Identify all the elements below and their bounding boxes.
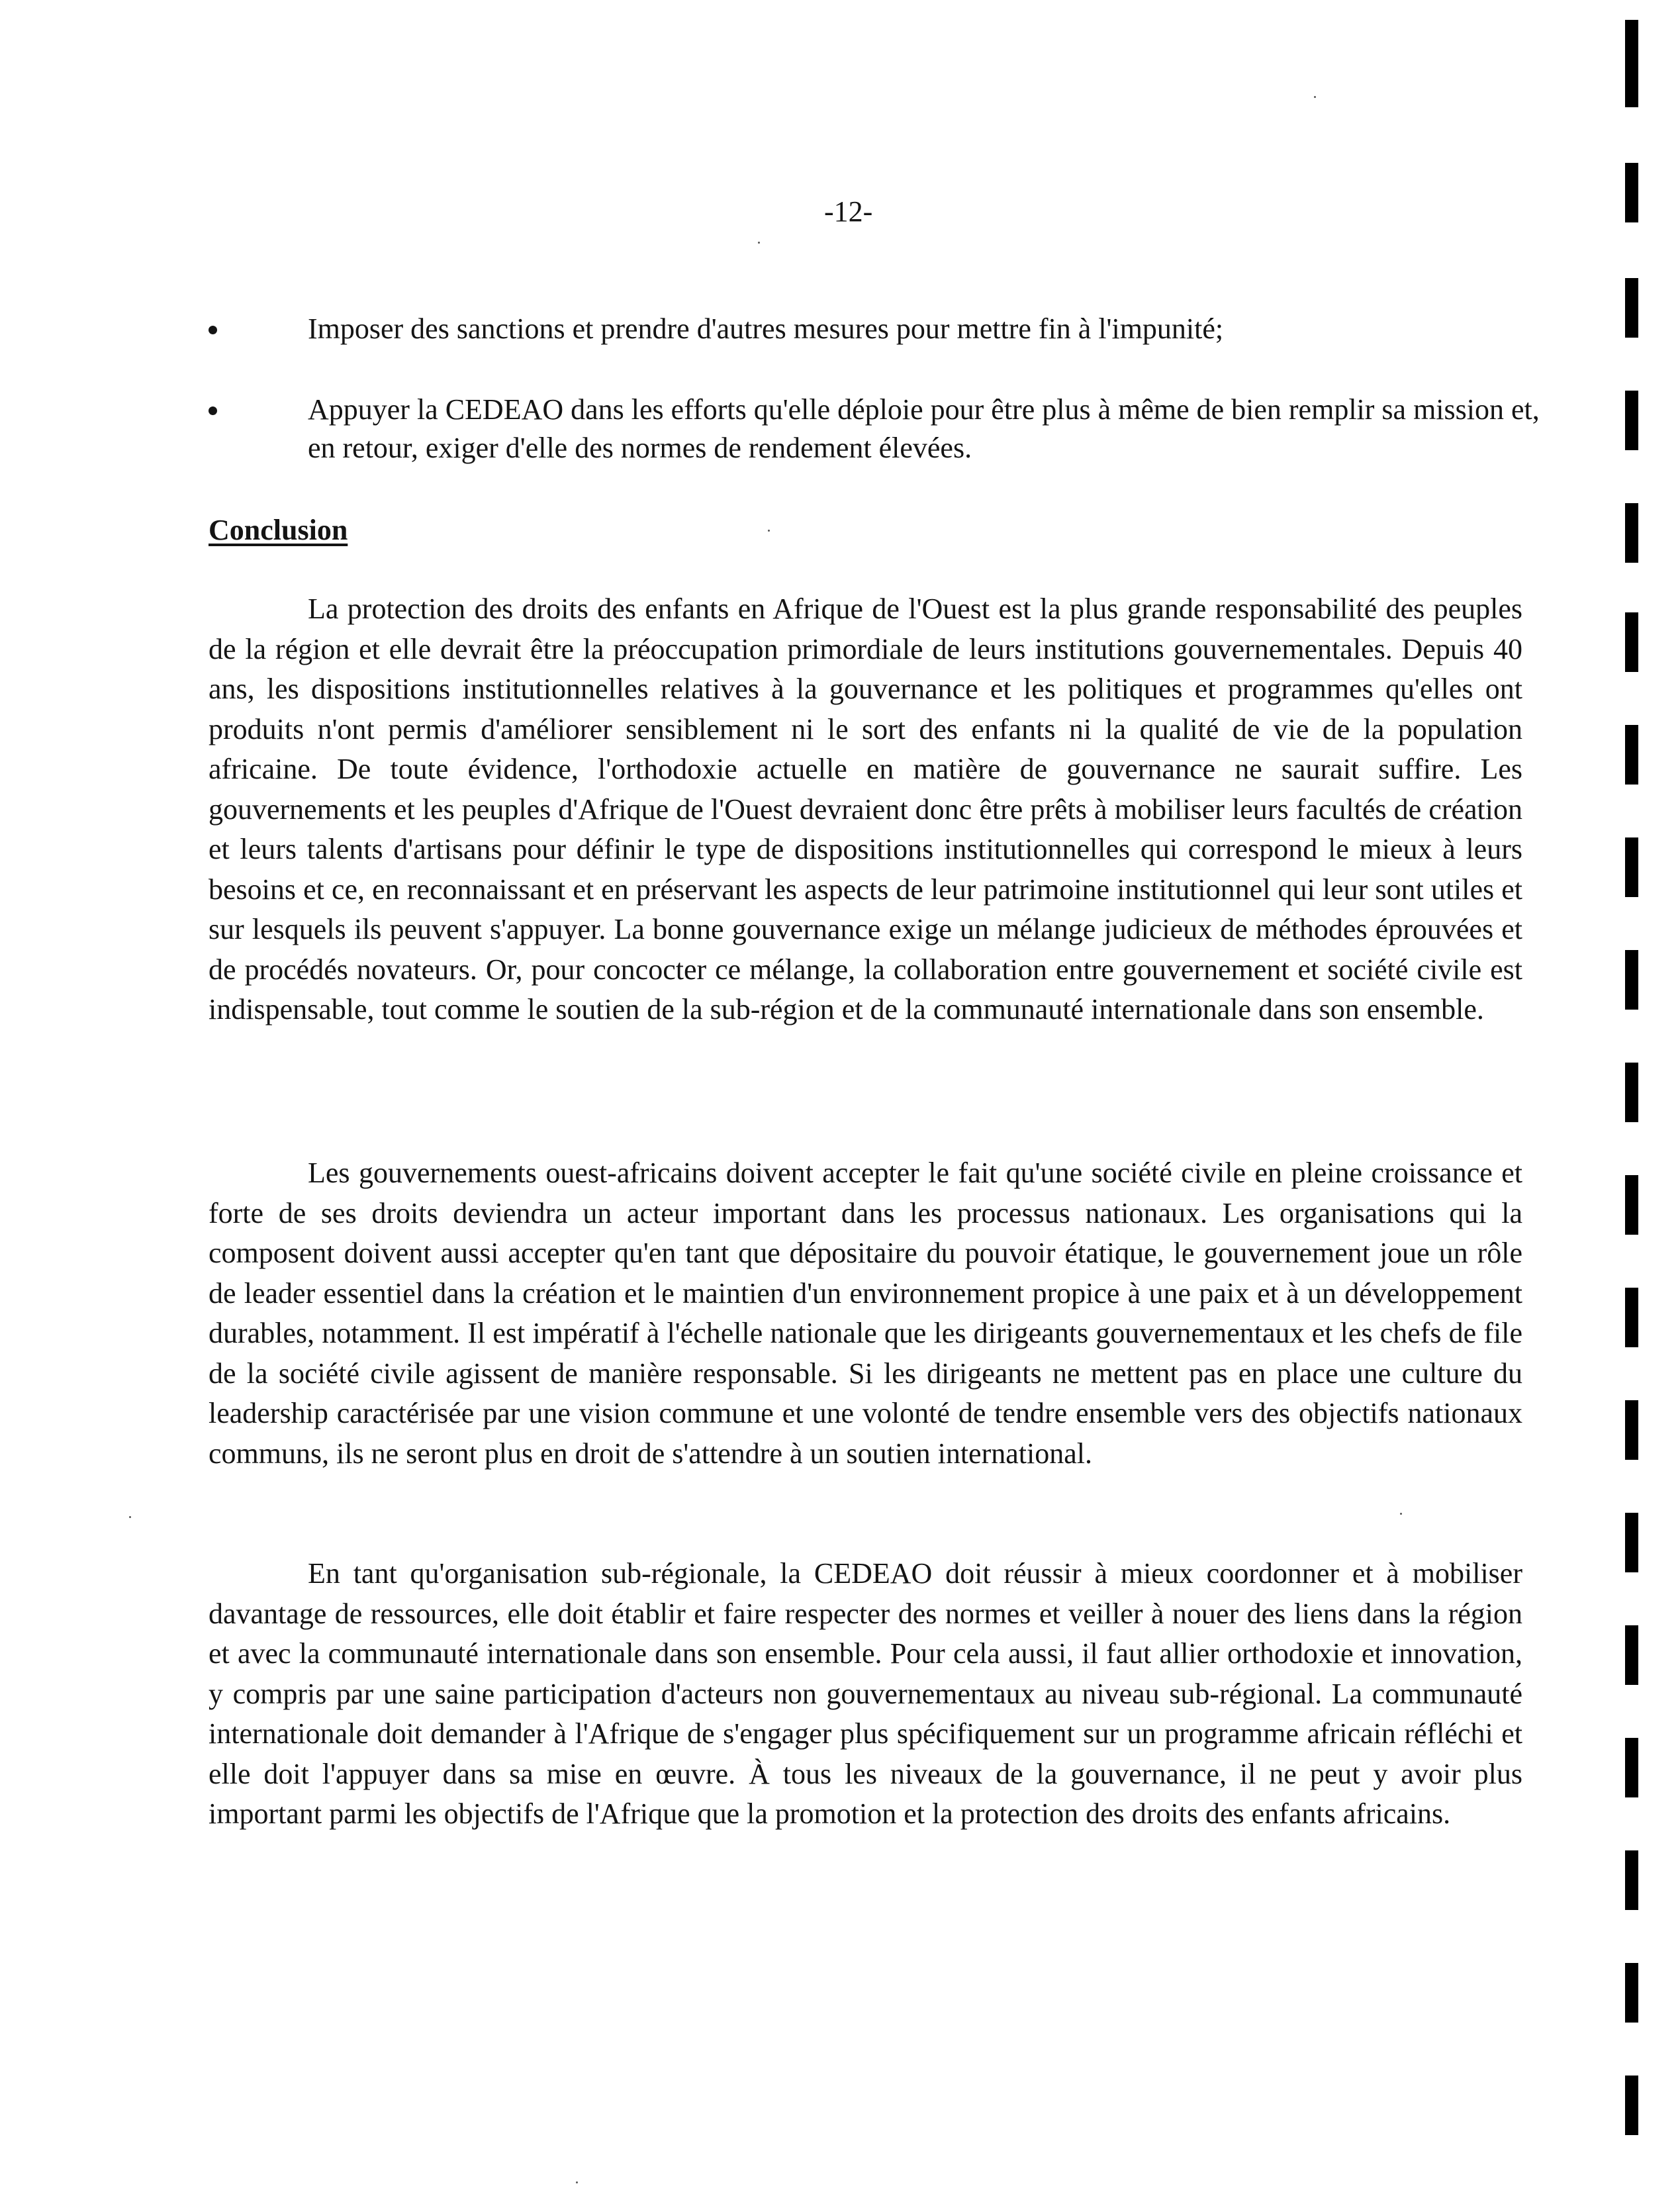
bullet-text: Imposer des sanctions et prendre d'autres mesures pour mettre fin à l'impunité;	[308, 312, 1224, 345]
scan-speck	[576, 2181, 578, 2183]
margin-mark	[1625, 725, 1638, 785]
scan-speck	[758, 242, 760, 244]
margin-mark	[1625, 1400, 1638, 1460]
margin-mark	[1625, 1738, 1638, 1797]
scan-speck	[1314, 96, 1316, 98]
margin-mark	[1625, 503, 1638, 563]
margin-mark	[1625, 1063, 1638, 1122]
scan-speck	[1400, 1513, 1402, 1515]
margin-mark	[1625, 2076, 1638, 2135]
scan-speck	[768, 530, 770, 532]
margin-mark	[1625, 163, 1638, 222]
margin-mark	[1625, 1850, 1638, 1910]
paragraph-1: La protection des droits des enfants en Afrique de l'Ouest est la plus grande responsabilité des peuples de la région et elle devrait être la préoccupation primordiale de leurs institutions gouvernementales. Depuis 40 ans, les dispositions institutionnelles relatives à la gouvernance et les politiques et programmes qu'elles ont produits n'ont permis d'améliorer sensiblement ni le sort des enfants ni la qualité de vie de la population africaine. De toute évidence, l'orthodoxie actuelle en matière de gouvernance ne saurait suffire. Les gouvernements et les peuples d'Afrique de l'Ouest devraient donc être prêts à mobiliser leurs facultés de création et leurs talents d'artisans pour définir le type de dispositions institutionnelles qui correspond le mieux à leurs besoins et ce, en reconnaissant et en préservant les aspects de leur patrimoine institutionnel qui leur sont utiles et sur lesquels ils peuvent s'appuyer. La bonne gouvernance exige un mélange judicieux de méthodes éprouvées et de procédés novateurs. Or, pour concocter ce mélange, la collaboration entre gouvernement et société civile est indispensable, tout comme le soutien de la sub-région et de la communauté internationale dans son ensemble.	[209, 593, 1522, 1026]
margin-mark	[1625, 1963, 1638, 2023]
margin-mark	[1625, 837, 1638, 897]
paragraph-3: En tant qu'organisation sub-régionale, la CEDEAO doit réussir à mieux coordonner et à mobiliser davantage de ressources, elle doit établir et faire respecter des normes et veiller à nouer des liens dans la région et avec la communauté internationale dans son ensemble. Pour cela aussi, il faut allier orthodoxie et innovation, y compris par une saine participation d'acteurs non gouvernementaux au niveau sub-régional. La communauté internationale doit demander à l'Afrique de s'engager plus spécifiquement sur un programme africain réfléchi et elle doit l'appuyer dans sa mise en œuvre. À tous les niveaux de la gouvernance, il ne peut y avoir plus important parmi les objectifs de l'Afrique que la promotion et la protection des droits des enfants africains.	[209, 1557, 1522, 1830]
margin-mark	[1625, 391, 1638, 450]
section-heading-conclusion: Conclusion	[209, 514, 348, 546]
scan-speck	[129, 1516, 131, 1518]
bullet-icon	[209, 406, 217, 415]
margin-mark	[1625, 1513, 1638, 1572]
page-number: -12-	[824, 195, 873, 228]
bullet-text: Appuyer la CEDEAO dans les efforts qu'elle déploie pour être plus à même de bien remplir sa mission et, en retour, exiger d'elle des normes de rendement élevées.	[308, 393, 1540, 464]
bullet-item-cedeao	[209, 391, 1540, 470]
margin-mark	[1625, 1288, 1638, 1347]
bullet-item-sanctions	[209, 310, 1519, 350]
margin-mark	[1625, 950, 1638, 1010]
margin-mark	[1625, 612, 1638, 672]
margin-mark	[1625, 278, 1638, 338]
margin-mark	[1625, 1625, 1638, 1685]
paragraph-2: Les gouvernements ouest-africains doivent accepter le fait qu'une société civile en pleine croissance et forte de ses droits deviendra un acteur important dans les processus nationaux. Les organisations qui la composent doivent aussi accepter qu'en tant que dépositaire du pouvoir étatique, le gouvernement joue un rôle de leader essentiel dans la création et le maintien d'un environnement propice à une paix et à un développement durables, notamment. Il est impératif à l'échelle nationale que les dirigeants gouvernementaux et les chefs de file de la société civile agissent de manière responsable. Si les dirigeants ne mettent pas en place une culture du leadership caractérisée par une vision commune et une volonté de tendre ensemble vers des objectifs nationaux communs, ils ne seront plus en droit de s'attendre à un soutien international.	[209, 1157, 1522, 1470]
margin-mark	[1625, 1175, 1638, 1235]
bullet-icon	[209, 326, 217, 334]
margin-mark	[1625, 20, 1638, 107]
